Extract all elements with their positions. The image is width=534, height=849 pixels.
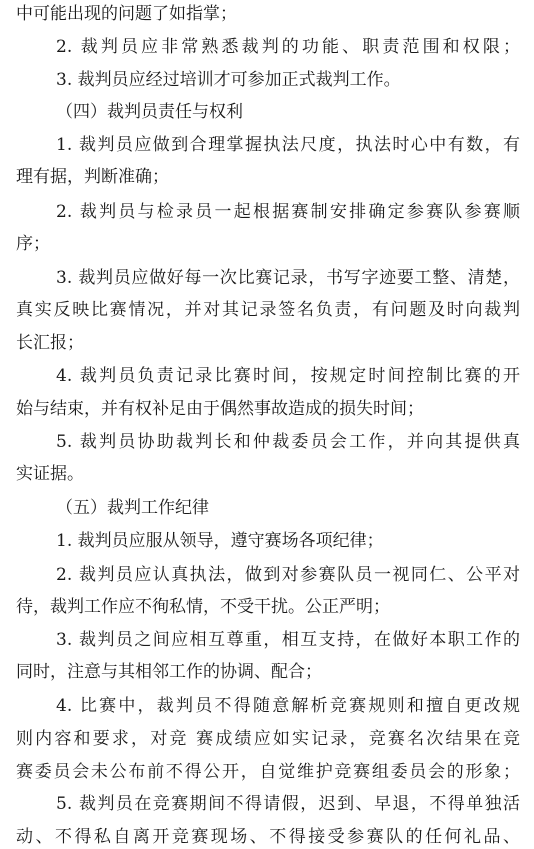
text-line: 3. 裁判员应经过培训才可参加正式裁判工作。 [56, 70, 401, 90]
text-line: 1. 裁判员应服从领导，遵守赛场各项纪律； [56, 531, 384, 551]
text-line: 理有据，判断准确； [16, 167, 169, 187]
text-line: 5. 裁判员协助裁判长和仲裁委员会工作，并向其提供真 [56, 432, 520, 452]
text-line: 1. 裁判员应做到合理掌握执法尺度，执法时心中有数，有 [56, 135, 520, 155]
text-line: 2. 裁判员应非常熟悉裁判的功能、职责范围和权限； [56, 37, 520, 57]
text-line: 2. 裁判员与检录员一起根据赛制安排确定参赛队参赛顺 [56, 202, 520, 222]
text-line: 3. 裁判员应做好每一次比赛记录，书写字迹要工整、清楚， [56, 268, 520, 288]
text-line: 动、不得私自离开竞赛现场、不得接受参赛队的任何礼品、 [16, 827, 520, 847]
text-line: 赛委员会未公布前不得公开，自觉维护竞赛组委员会的形象； [16, 762, 520, 782]
text-line: 中可能出现的问题了如指掌； [16, 4, 237, 24]
text-line: 待，裁判工作应不徇私情，不受干扰。公正严明； [16, 597, 390, 617]
section-heading: （五）裁判工作纪律 [56, 498, 209, 518]
text-line: 实证据。 [16, 464, 84, 484]
text-line: 同时，注意与其相邻工作的协调、配合； [16, 662, 322, 682]
text-line: 则内容和要求，对竞 赛成绩应如实记录，竞赛名次结果在竞 [16, 729, 520, 749]
text-line: 4. 裁判员负责记录比赛时间，按规定时间控制比赛的开 [56, 366, 520, 386]
text-line: 真实反映比赛情况，并对其记录签名负责，有问题及时向裁判 [16, 300, 520, 320]
text-line: 4. 比赛中，裁判员不得随意解析竞赛规则和擅自更改规 [56, 696, 520, 716]
section-heading: （四）裁判员责任与权利 [56, 102, 243, 122]
text-line: 3. 裁判员之间应相互尊重，相互支持，在做好本职工作的 [56, 630, 520, 650]
text-line: 序； [16, 234, 50, 254]
text-line: 长汇报； [16, 333, 84, 353]
text-line: 5. 裁判员在竞赛期间不得请假，迟到、早退，不得单独活 [56, 794, 520, 814]
text-line: 始与结束，并有权补足由于偶然事故造成的损失时间； [16, 399, 424, 419]
text-line: 2. 裁判员应认真执法，做到对参赛队员一视同仁、公平对 [56, 565, 520, 585]
